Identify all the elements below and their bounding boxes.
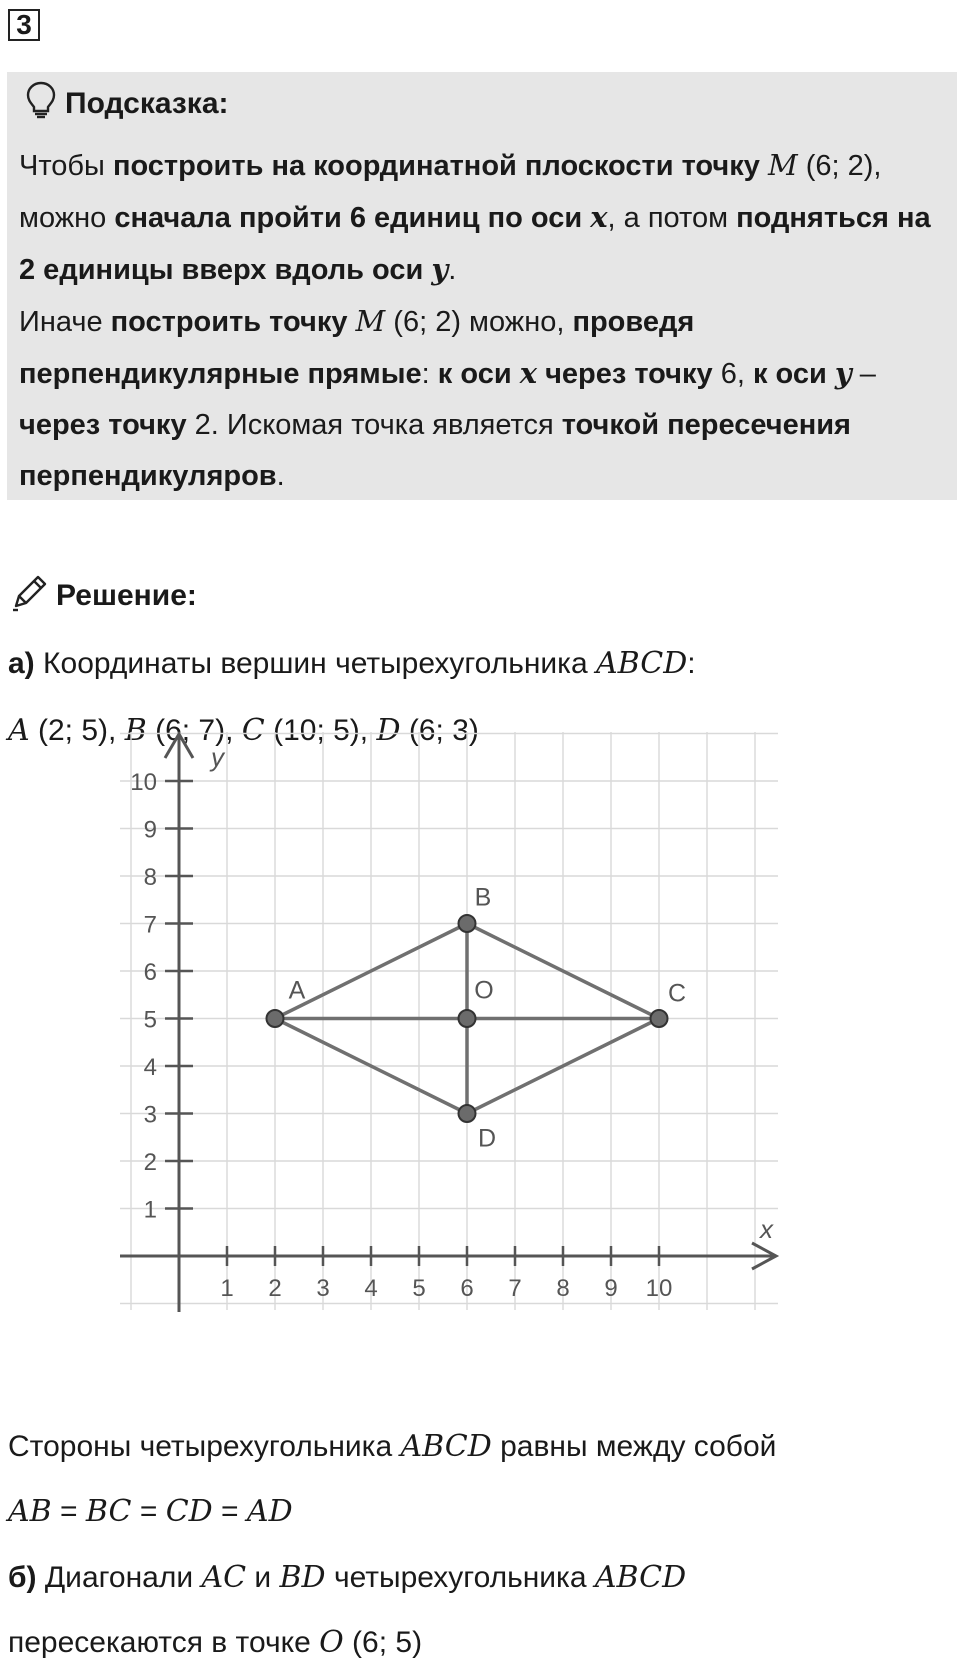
part-b-line (8, 1560, 686, 1595)
text-segment: (6; 7), (146, 714, 242, 747)
y-tick-label: 5 (143, 1006, 157, 1034)
point-O (459, 1010, 476, 1027)
x-tick-label: 5 (412, 1275, 426, 1302)
text-segment: Чтобы (19, 150, 113, 182)
y-tick-label: 8 (143, 864, 157, 891)
math-token: M (767, 148, 798, 182)
part-a-text: Координаты вершин четырехугольника (43, 647, 588, 680)
text-segment: (10; 5), (264, 714, 377, 747)
text-segment: (6; 2), можно (19, 150, 882, 234)
text-segment: построить точку (110, 306, 348, 338)
y-tick-label: 7 (143, 911, 157, 939)
text-segment: пересекаются в точке (8, 1626, 320, 1659)
y-tick-label: 4 (143, 1054, 157, 1081)
task-number: 3 (8, 9, 40, 41)
point-B (459, 915, 476, 932)
text-segment: через точку (537, 358, 713, 390)
y-tick-label: 10 (130, 769, 157, 796)
part-a-label: а) (8, 647, 35, 680)
sides-text-2: равны между собой (500, 1430, 777, 1463)
math-token: O (319, 1625, 344, 1660)
text-segment: подняться на 2 единицы вверх вдоль оси (19, 202, 931, 286)
math-token: A (8, 713, 30, 748)
point-label-B: B (474, 883, 492, 912)
math-token: x (590, 200, 608, 234)
text-segment: (6; 3) (400, 714, 479, 747)
point-label-A: A (288, 976, 306, 1005)
point-label-D: D (477, 1124, 497, 1153)
text-segment: = (51, 1495, 86, 1528)
text-segment: (2; 5), (29, 714, 125, 747)
solution-title: Решение: (56, 579, 197, 612)
point-label-C: C (667, 979, 687, 1008)
x-tick-label: 6 (460, 1275, 474, 1302)
math-token: ABCD (594, 1560, 687, 1595)
text-segment: к оси (752, 358, 827, 390)
y-tick-label: 1 (143, 1196, 157, 1224)
text-segment: . (448, 254, 457, 286)
x-tick-label: 1 (220, 1275, 234, 1302)
sides-math: ABCD (400, 1429, 492, 1464)
x-tick-label: 4 (364, 1275, 378, 1302)
part-a-math: ABCD (595, 646, 688, 681)
y-tick-label: 6 (143, 959, 157, 986)
math-token: B (124, 713, 147, 748)
math-token: C (241, 713, 265, 748)
x-axis-label: x (760, 1214, 773, 1244)
text-segment: четырехугольника (325, 1561, 595, 1594)
axes (120, 734, 776, 1312)
text-segment: сначала пройти 6 единиц по оси (114, 202, 583, 234)
y-tick-label: 9 (143, 816, 157, 844)
y-axis-label: y (211, 742, 224, 772)
text-segment: построить на координатной плоскости точку (112, 150, 760, 182)
text-segment: и (246, 1561, 280, 1594)
math-token: M (355, 304, 386, 338)
sides-text-1: Стороны четырехугольника (8, 1430, 393, 1463)
text-segment: – (851, 358, 876, 390)
math-token: CD (165, 1494, 213, 1529)
text-segment: к оси (437, 358, 512, 390)
x-tick-label: 9 (604, 1275, 618, 1302)
text-segment: (6; 5) (343, 1626, 423, 1659)
x-tick-label: 10 (645, 1275, 673, 1302)
sides-line (8, 1429, 776, 1464)
math-token: y (431, 252, 449, 286)
text-segment: Диагонали (36, 1561, 202, 1594)
x-tick-label: 3 (316, 1275, 330, 1302)
text-segment: 2. Искомая точка является (186, 409, 562, 441)
text-segment: . (276, 460, 285, 492)
math-token: AB (8, 1494, 52, 1529)
text-segment: : (421, 358, 438, 390)
y-tick-label: 3 (143, 1101, 157, 1129)
hint-title: Подсказка: (65, 87, 229, 120)
text-segment: (6; 2) можно, (385, 306, 573, 338)
equality-line (8, 1494, 293, 1529)
math-token: AD (246, 1494, 293, 1529)
math-token: BD (279, 1560, 326, 1595)
math-token: AC (201, 1560, 247, 1595)
x-tick-label: 8 (556, 1275, 570, 1302)
x-tick-label: 2 (268, 1275, 282, 1302)
point-label-O: O (474, 976, 494, 1005)
math-token: y (834, 356, 852, 390)
point-C (651, 1010, 668, 1027)
text-segment: Иначе (19, 306, 111, 338)
math-token: BC (85, 1494, 132, 1529)
part-b-line-2 (8, 1625, 422, 1660)
text-segment: точкой пересечения перпендикуляров (19, 409, 851, 492)
text-segment: через точку (19, 409, 187, 441)
text-segment: , а потом (607, 202, 737, 234)
x-tick-label: 7 (508, 1275, 522, 1302)
point-A (267, 1010, 284, 1027)
math-token: x (519, 356, 538, 390)
text-segment: 6, (712, 358, 753, 390)
text-segment: = (131, 1495, 166, 1528)
text-segment: = (212, 1495, 247, 1528)
part-a-colon: : (687, 647, 696, 680)
y-tick-label: 2 (143, 1149, 157, 1176)
text-segment: б) (8, 1561, 37, 1594)
point-D (459, 1105, 476, 1122)
math-token: D (376, 713, 401, 748)
text-segment: проведя перпендикулярные прямые (19, 306, 695, 390)
grid (120, 732, 778, 1310)
